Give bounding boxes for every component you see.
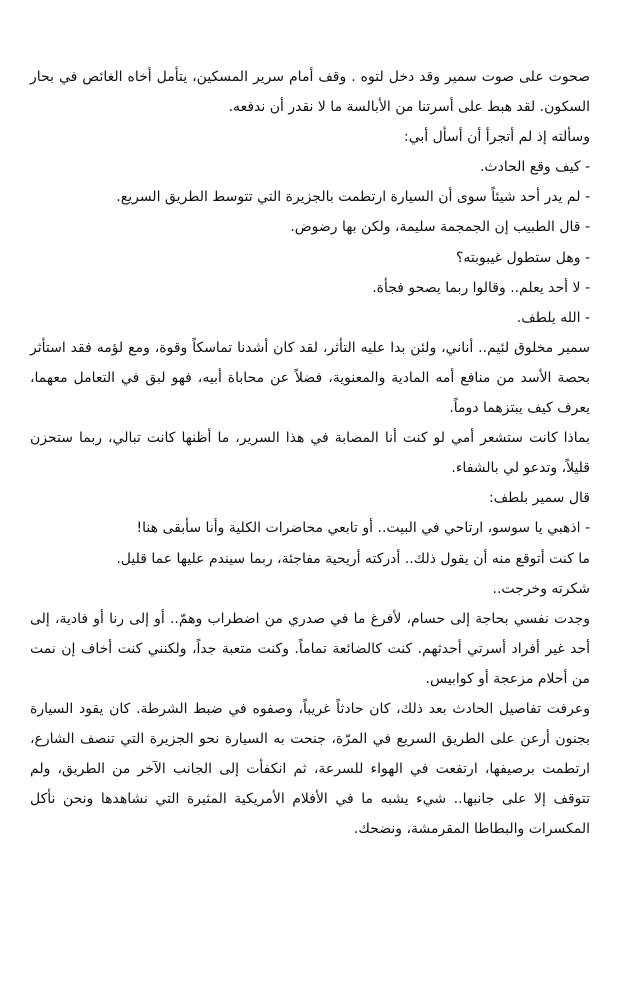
dialogue-line-doctor: - قال الطبيب إن الجمجمة سليمة، ولكن بها رضوض. bbox=[290, 219, 590, 236]
dialogue-line-god: - الله يلطف. bbox=[516, 309, 590, 326]
paragraph-accident-details: وعرفت تفاصيل الحادث بعد ذلك، كان حادثاً غريباً، وصفوه في ضبط الشرطة. كان يقود السيارة بجنون أرعن على الطريق السريع في المرّة، جنحت به السيارة نحو الجزيرة التي تنصف الشارع، ارتطمت برصيفها، ارتفعت في الهواء للسرعة، ثم انكفأت إلى الجانب الآخر من الطريق، ولم تتوقف إلا على جانبها.. شيء يشبه ما في الأفلام الأمريكية المثيرة التي نشاهدها ونحن نأكل المكسرات والبطاطا المقرمشة، ونضحك. bbox=[30, 700, 590, 838]
paragraph-question-intro: وسألته إذ لم أتجرأ أن أسأل أبي: bbox=[404, 129, 590, 146]
dialogue-line-unknown: - لا أحد يعلم.. وقالوا ربما يصحو فجأة. bbox=[372, 279, 590, 296]
paragraph-mother: بماذا كانت ستشعر أمي لو كنت أنا المصابة في هذا السرير، ما أظنها كانت تبالي، ربما ستحزن قليلاً، وتدعو لي بالشفاء. bbox=[30, 430, 590, 477]
dialogue-line-nobody-knows: - لم يدر أحد شيئاً سوى أن السيارة ارتطمت بالجزيرة التي تتوسط الطريق السريع. bbox=[116, 189, 590, 206]
dialogue-line-go-home: - اذهبي يا سوسو، ارتاحي في البيت.. أو تابعي محاضرات الكلية وأنا سأبقى هنا! bbox=[136, 520, 590, 537]
paragraph-thanked: شكرته وخرجت.. bbox=[492, 580, 590, 597]
document-page bbox=[30, 62, 614, 844]
paragraph-samir-said: قال سمير بلطف: bbox=[488, 490, 590, 507]
paragraph-unexpected: ما كنت أتوقع منه أن يقول ذلك.. أدركته أريحية مفاجئة، ربما سيندم عليها عما قليل. bbox=[116, 550, 590, 567]
paragraph-waking: صحوت على صوت سمير وقد دخل لتوه . وقف أمام سرير المسكين، يتأمل أخاه الغائص في بحار السكون. لقد هبط على أسرتنا من الأبالسة ما لا نقدر أن ندفعه. bbox=[30, 69, 590, 116]
dialogue-line-how: - كيف وقع الحادث. bbox=[479, 159, 590, 176]
paragraph-need-hussam: وجدت نفسي بحاجة إلى حسام، لأفرغ ما في صدري من اضطراب وهمّ.. أو إلى رنا أو فادية، إلى أحد غير أفراد أسرتي أحدثهم. كنت كالضائعة تماماً. وكنت متعبة جداً، ولكنني كنت أخاف إن نمت من أحلام مزعجة أو كوابيس. bbox=[30, 610, 590, 687]
dialogue-line-coma: - وهل ستطول غيبوبته؟ bbox=[455, 249, 590, 266]
paragraph-samir: سمير مخلوق لئيم.. أناني، ولئن بدا عليه التأثر، لقد كان أشدنا تماسكاً وقوة، ومع لؤمه فقد استأثر بحصة الأسد من منافع أمه المادية والمعنوية، فضلاً عن محاباة أبيه، فهو لبق في التعامل معهما، يعرف كيف يبتزهما دوماً. bbox=[30, 339, 590, 417]
